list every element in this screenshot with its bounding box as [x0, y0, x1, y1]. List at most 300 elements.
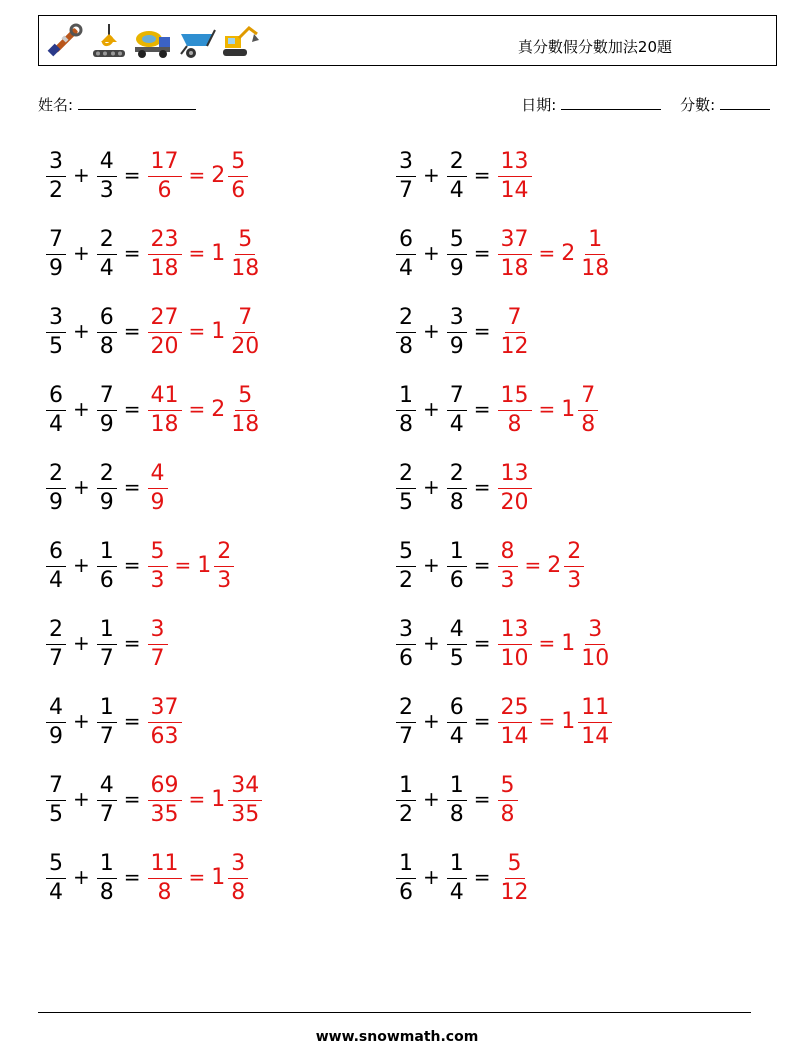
second-fraction-denominator: 4	[449, 879, 464, 905]
second-fraction	[97, 383, 117, 436]
problem-item	[42, 218, 266, 288]
answer-fraction	[498, 539, 518, 592]
mixed-fraction-numerator: 1	[585, 227, 605, 255]
first-fraction-numerator: 3	[396, 617, 416, 645]
equals-sign: =	[123, 631, 141, 655]
first-fraction	[396, 617, 416, 670]
answer-equals-sign: =	[174, 553, 192, 577]
answer-fraction-denominator: 63	[150, 723, 179, 749]
equals-sign: =	[123, 865, 141, 889]
answer-fraction-numerator: 17	[148, 149, 182, 177]
first-fraction-numerator: 4	[46, 695, 66, 723]
equals-sign: =	[473, 865, 491, 889]
mixed-fraction	[228, 851, 248, 904]
second-fraction-denominator: 8	[99, 333, 114, 359]
first-fraction	[396, 227, 416, 280]
plus-sign: +	[423, 787, 440, 811]
score-label: 分數:	[680, 96, 716, 114]
mixed-fraction	[578, 383, 598, 436]
first-fraction-denominator: 4	[49, 567, 63, 593]
mixed-fraction-numerator: 7	[578, 383, 598, 411]
worksheet-header	[38, 15, 777, 66]
equals-sign: =	[473, 709, 491, 733]
mixed-fraction-denominator: 6	[231, 177, 246, 203]
equals-sign: =	[123, 709, 141, 733]
name-field	[38, 94, 196, 115]
answer-fraction-denominator: 12	[500, 879, 529, 905]
second-fraction-denominator: 9	[99, 489, 114, 515]
first-fraction-denominator: 2	[49, 177, 63, 203]
second-fraction-denominator: 9	[449, 255, 464, 281]
mixed-whole-number: 1	[197, 552, 212, 578]
second-fraction	[447, 851, 467, 904]
answer	[144, 149, 253, 202]
answer-fraction	[148, 617, 168, 670]
problem-item	[42, 140, 252, 210]
answer-fraction	[498, 773, 518, 826]
problem-row	[42, 140, 782, 218]
second-fraction-numerator: 7	[447, 383, 467, 411]
second-fraction-numerator: 2	[447, 461, 467, 489]
mixed-fraction	[578, 227, 612, 280]
mixed-fraction-numerator: 5	[235, 383, 255, 411]
first-fraction-numerator: 5	[46, 851, 66, 879]
mixed-fraction-numerator: 5	[235, 227, 255, 255]
second-fraction-numerator: 2	[97, 461, 117, 489]
plus-sign: +	[73, 709, 90, 733]
answer	[144, 773, 267, 826]
answer-fraction-numerator: 8	[498, 539, 518, 567]
answer-equals-sign: =	[524, 553, 542, 577]
answer	[494, 695, 617, 748]
first-fraction-numerator: 1	[396, 773, 416, 801]
problem-item	[42, 842, 252, 912]
answer-fraction-numerator: 5	[498, 773, 518, 801]
answer	[494, 383, 603, 436]
second-fraction-numerator: 1	[447, 539, 467, 567]
mixed-whole-number: 1	[211, 786, 226, 812]
date-line	[561, 95, 661, 110]
answer-equals-sign: =	[538, 631, 556, 655]
answer	[144, 305, 267, 358]
problem-item	[42, 608, 172, 678]
mixed-fraction	[228, 773, 262, 826]
first-fraction-numerator: 2	[396, 305, 416, 333]
second-fraction-numerator: 6	[447, 695, 467, 723]
mixed-fraction-numerator: 2	[564, 539, 584, 567]
mixed-whole-number: 1	[211, 864, 226, 890]
problem-row	[42, 686, 782, 764]
answer-equals-sign: =	[188, 865, 206, 889]
answer-fraction-denominator: 12	[500, 333, 529, 359]
answer-fraction-numerator: 15	[498, 383, 532, 411]
plus-sign: +	[423, 475, 440, 499]
mixed-fraction	[578, 617, 612, 670]
problem-item	[392, 452, 536, 522]
answer-fraction-denominator: 3	[500, 567, 515, 593]
answer-fraction-denominator: 20	[150, 333, 179, 359]
mixed-fraction	[228, 383, 262, 436]
equals-sign: =	[473, 553, 491, 577]
answer-fraction-numerator: 13	[498, 149, 532, 177]
first-fraction-denominator: 4	[49, 411, 63, 437]
second-fraction	[447, 383, 467, 436]
answer-fraction	[498, 383, 532, 436]
first-fraction-denominator: 8	[399, 333, 413, 359]
first-fraction-denominator: 9	[49, 255, 63, 281]
mixed-fraction-numerator: 3	[585, 617, 605, 645]
score-line	[720, 95, 770, 110]
first-fraction-numerator: 6	[396, 227, 416, 255]
problem-item	[392, 530, 588, 600]
second-fraction-numerator: 1	[447, 851, 467, 879]
mixed-fraction-numerator: 34	[228, 773, 262, 801]
second-fraction-denominator: 4	[449, 411, 464, 437]
second-fraction	[447, 305, 467, 358]
second-fraction-denominator: 8	[449, 489, 464, 515]
date-label: 日期:	[521, 96, 557, 114]
mixed-whole-number: 2	[211, 162, 226, 188]
equals-sign: =	[123, 163, 141, 187]
problem-item	[42, 452, 172, 522]
answer-fraction-numerator: 5	[505, 851, 525, 879]
second-fraction-denominator: 5	[449, 645, 464, 671]
second-fraction	[97, 149, 117, 202]
second-fraction-numerator: 4	[97, 149, 117, 177]
answer-equals-sign: =	[188, 787, 206, 811]
first-fraction	[396, 695, 416, 748]
mixed-fraction-denominator: 3	[217, 567, 232, 593]
answer-fraction	[148, 383, 182, 436]
first-fraction	[396, 383, 416, 436]
second-fraction-denominator: 9	[449, 333, 464, 359]
mixed-fraction-numerator: 5	[228, 149, 248, 177]
first-fraction-denominator: 6	[399, 645, 413, 671]
second-fraction-numerator: 7	[97, 383, 117, 411]
first-fraction-denominator: 5	[49, 333, 63, 359]
mixed-fraction-denominator: 18	[581, 255, 610, 281]
answer-fraction-numerator: 41	[148, 383, 182, 411]
plus-sign: +	[423, 553, 440, 577]
second-fraction	[97, 695, 117, 748]
answer-fraction-denominator: 7	[150, 645, 165, 671]
concrete-mixer-icon	[133, 22, 173, 60]
second-fraction	[97, 773, 117, 826]
first-fraction	[46, 617, 66, 670]
plus-sign: +	[423, 319, 440, 343]
equals-sign: =	[473, 163, 491, 187]
second-fraction-numerator: 1	[97, 851, 117, 879]
answer	[144, 695, 186, 748]
answer-fraction	[498, 461, 532, 514]
answer-fraction-numerator: 7	[505, 305, 525, 333]
answer-equals-sign: =	[538, 397, 556, 421]
answer-equals-sign: =	[188, 319, 206, 343]
first-fraction	[396, 539, 416, 592]
second-fraction-denominator: 7	[99, 723, 114, 749]
answer	[494, 773, 522, 826]
answer	[144, 539, 239, 592]
first-fraction-denominator: 4	[49, 879, 63, 905]
answer-fraction-denominator: 18	[150, 255, 179, 281]
plus-sign: +	[73, 397, 90, 421]
first-fraction-denominator: 9	[49, 489, 63, 515]
mixed-fraction-denominator: 18	[231, 255, 260, 281]
mixed-fraction-denominator: 20	[231, 333, 260, 359]
mixed-fraction-denominator: 10	[581, 645, 610, 671]
answer-fraction-numerator: 69	[148, 773, 182, 801]
problem-item	[392, 686, 616, 756]
excavator-icon	[221, 22, 261, 60]
first-fraction-numerator: 3	[396, 149, 416, 177]
second-fraction	[97, 851, 117, 904]
answer-fraction	[148, 773, 182, 826]
second-fraction-denominator: 8	[449, 801, 464, 827]
second-fraction	[97, 305, 117, 358]
answer-fraction	[148, 539, 168, 592]
equals-sign: =	[473, 319, 491, 343]
answer-fraction-denominator: 8	[157, 879, 172, 905]
mixed-fraction-numerator: 7	[235, 305, 255, 333]
answer	[494, 539, 589, 592]
mixed-fraction-numerator: 11	[578, 695, 612, 723]
problem-item	[392, 374, 602, 444]
first-fraction	[46, 539, 66, 592]
second-fraction	[447, 149, 467, 202]
answer-fraction-denominator: 8	[500, 801, 515, 827]
answer	[494, 149, 536, 202]
mixed-fraction	[578, 695, 612, 748]
first-fraction-denominator: 2	[399, 801, 413, 827]
first-fraction-denominator: 8	[399, 411, 413, 437]
answer-fraction-numerator: 13	[498, 461, 532, 489]
second-fraction-denominator: 3	[99, 177, 114, 203]
second-fraction-denominator: 4	[449, 723, 464, 749]
answer-fraction-denominator: 18	[150, 411, 179, 437]
equals-sign: =	[123, 241, 141, 265]
answer	[144, 227, 267, 280]
problem-row	[42, 608, 782, 686]
plus-sign: +	[423, 709, 440, 733]
mixed-fraction-numerator: 2	[214, 539, 234, 567]
mixed-whole-number: 1	[561, 396, 576, 422]
mixed-whole-number: 1	[561, 708, 576, 734]
equals-sign: =	[123, 475, 141, 499]
second-fraction-denominator: 9	[99, 411, 114, 437]
answer-fraction-denominator: 20	[500, 489, 529, 515]
problem-item	[392, 764, 522, 834]
second-fraction-numerator: 3	[447, 305, 467, 333]
answer-fraction-denominator: 14	[500, 723, 529, 749]
first-fraction-numerator: 7	[46, 227, 66, 255]
mixed-whole-number: 1	[211, 240, 226, 266]
first-fraction	[46, 695, 66, 748]
first-fraction-denominator: 7	[49, 645, 63, 671]
mixed-whole-number: 2	[547, 552, 562, 578]
answer-fraction-numerator: 3	[148, 617, 168, 645]
problem-row	[42, 296, 782, 374]
first-fraction-numerator: 2	[46, 461, 66, 489]
plus-sign: +	[73, 475, 90, 499]
problem-row	[42, 764, 782, 842]
equals-sign: =	[473, 631, 491, 655]
second-fraction-denominator: 6	[449, 567, 464, 593]
answer	[494, 617, 617, 670]
problem-item	[42, 296, 266, 366]
first-fraction-denominator: 4	[399, 255, 413, 281]
answer-fraction	[148, 149, 182, 202]
footer-url: www.snowmath.com	[315, 1029, 479, 1045]
answer-equals-sign: =	[538, 709, 556, 733]
answer-fraction	[498, 617, 532, 670]
first-fraction-numerator: 2	[46, 617, 66, 645]
problem-grid	[42, 140, 782, 920]
problem-item	[42, 530, 238, 600]
answer-fraction-denominator: 8	[507, 411, 522, 437]
second-fraction	[97, 539, 117, 592]
plus-sign: +	[73, 631, 90, 655]
second-fraction	[447, 227, 467, 280]
first-fraction-denominator: 7	[399, 723, 413, 749]
plus-sign: +	[73, 865, 90, 889]
first-fraction-denominator: 5	[399, 489, 413, 515]
problem-item	[392, 140, 536, 210]
mixed-whole-number: 2	[561, 240, 576, 266]
equals-sign: =	[473, 397, 491, 421]
answer-fraction-denominator: 3	[150, 567, 165, 593]
name-line	[78, 95, 196, 110]
answer-fraction-numerator: 27	[148, 305, 182, 333]
second-fraction	[447, 695, 467, 748]
mixed-fraction-denominator: 35	[231, 801, 260, 827]
mixed-fraction	[564, 539, 584, 592]
first-fraction-numerator: 7	[46, 773, 66, 801]
header-icons	[45, 22, 261, 60]
answer-equals-sign: =	[188, 163, 206, 187]
answer-fraction	[498, 695, 532, 748]
plus-sign: +	[73, 553, 90, 577]
plus-sign: +	[73, 163, 90, 187]
plus-sign: +	[423, 865, 440, 889]
answer	[144, 461, 172, 514]
mixed-fraction	[214, 539, 234, 592]
first-fraction	[396, 461, 416, 514]
answer-equals-sign: =	[188, 397, 206, 421]
answer-fraction-denominator: 10	[500, 645, 529, 671]
equals-sign: =	[123, 553, 141, 577]
problem-row	[42, 452, 782, 530]
first-fraction	[46, 461, 66, 514]
problem-row	[42, 530, 782, 608]
name-label: 姓名:	[38, 96, 74, 114]
plus-sign: +	[423, 241, 440, 265]
first-fraction-denominator: 7	[399, 177, 413, 203]
equals-sign: =	[123, 787, 141, 811]
answer-fraction	[498, 149, 532, 202]
plus-sign: +	[73, 241, 90, 265]
first-fraction-denominator: 2	[399, 567, 413, 593]
first-fraction	[396, 773, 416, 826]
second-fraction	[97, 461, 117, 514]
second-fraction-numerator: 5	[447, 227, 467, 255]
second-fraction-denominator: 4	[449, 177, 464, 203]
problem-item	[392, 842, 536, 912]
answer-fraction-denominator: 6	[157, 177, 172, 203]
problem-item	[392, 296, 536, 366]
mixed-whole-number: 1	[211, 318, 226, 344]
answer	[144, 383, 267, 436]
answer-fraction-numerator: 4	[148, 461, 168, 489]
answer-fraction	[148, 461, 168, 514]
wrench-icon	[45, 22, 85, 60]
answer	[144, 851, 253, 904]
equals-sign: =	[123, 319, 141, 343]
answer	[144, 617, 172, 670]
second-fraction	[447, 617, 467, 670]
answer-fraction	[498, 851, 532, 904]
equals-sign: =	[473, 475, 491, 499]
plus-sign: +	[423, 163, 440, 187]
first-fraction	[46, 149, 66, 202]
answer-fraction	[498, 305, 532, 358]
equals-sign: =	[473, 241, 491, 265]
answer-fraction-numerator: 37	[148, 695, 182, 723]
date-score-field	[521, 94, 770, 115]
second-fraction-denominator: 4	[99, 255, 114, 281]
mixed-fraction-denominator: 8	[581, 411, 596, 437]
first-fraction	[46, 851, 66, 904]
answer-fraction-denominator: 35	[150, 801, 179, 827]
answer-fraction-denominator: 14	[500, 177, 529, 203]
mixed-fraction-denominator: 14	[581, 723, 610, 749]
mixed-fraction	[228, 149, 248, 202]
first-fraction-numerator: 6	[46, 383, 66, 411]
second-fraction-denominator: 8	[99, 879, 114, 905]
problem-item	[42, 686, 186, 756]
plus-sign: +	[73, 787, 90, 811]
first-fraction-numerator: 3	[46, 149, 66, 177]
plus-sign: +	[423, 631, 440, 655]
problem-row	[42, 374, 782, 452]
first-fraction	[46, 227, 66, 280]
mixed-fraction-denominator: 3	[567, 567, 582, 593]
first-fraction-numerator: 5	[396, 539, 416, 567]
equals-sign: =	[473, 787, 491, 811]
answer-fraction	[148, 305, 182, 358]
first-fraction-numerator: 2	[396, 695, 416, 723]
first-fraction	[396, 851, 416, 904]
answer	[494, 851, 536, 904]
first-fraction-numerator: 2	[396, 461, 416, 489]
answer-fraction-numerator: 37	[498, 227, 532, 255]
first-fraction-numerator: 1	[396, 383, 416, 411]
answer-fraction-numerator: 11	[148, 851, 182, 879]
mixed-fraction	[228, 227, 262, 280]
answer-fraction	[498, 227, 532, 280]
answer	[494, 461, 536, 514]
mixed-fraction	[228, 305, 262, 358]
footer-divider	[38, 1012, 751, 1013]
second-fraction-denominator: 6	[99, 567, 114, 593]
mixed-fraction-denominator: 8	[231, 879, 246, 905]
first-fraction	[396, 149, 416, 202]
plus-sign: +	[423, 397, 440, 421]
first-fraction	[46, 773, 66, 826]
first-fraction-numerator: 3	[46, 305, 66, 333]
second-fraction-denominator: 7	[99, 801, 114, 827]
first-fraction-denominator: 6	[399, 879, 413, 905]
mixed-fraction-numerator: 3	[228, 851, 248, 879]
